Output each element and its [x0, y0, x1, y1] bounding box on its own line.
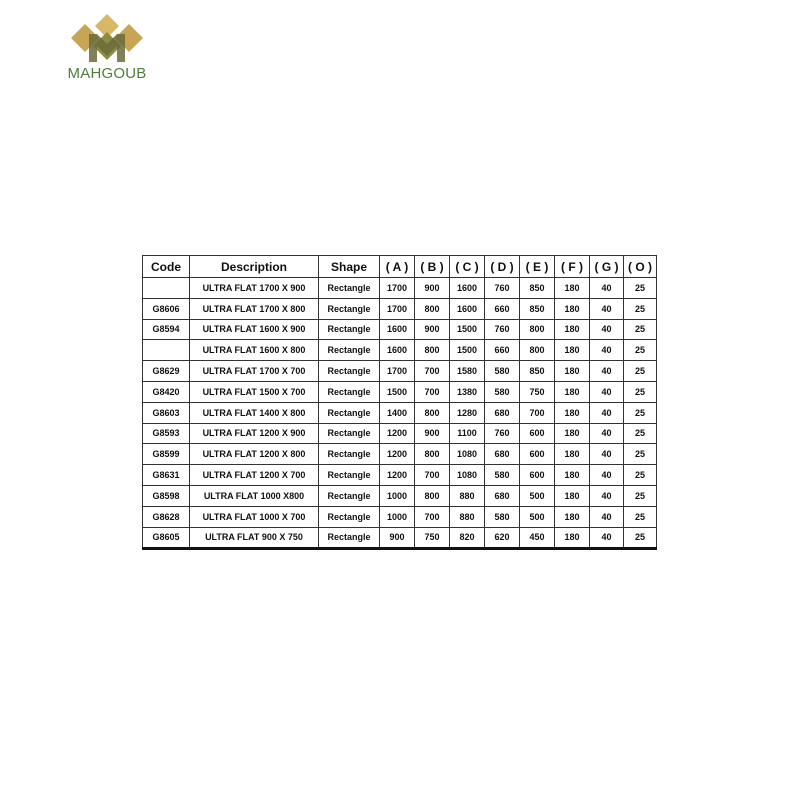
cell-dim-f: 180: [555, 278, 590, 299]
column-header-dim-f: ( F ): [555, 256, 590, 278]
cell-description: ULTRA FLAT 1600 X 900: [190, 319, 319, 340]
cell-dim-a: 1000: [380, 506, 415, 527]
cell-dim-o: 25: [624, 423, 657, 444]
cell-shape: Rectangle: [319, 465, 380, 486]
column-header-shape: Shape: [319, 256, 380, 278]
cell-shape: Rectangle: [319, 278, 380, 299]
cell-dim-a: 1200: [380, 444, 415, 465]
cell-dim-c: 1600: [450, 298, 485, 319]
cell-dim-d: 760: [485, 319, 520, 340]
cell-dim-o: 25: [624, 402, 657, 423]
cell-dim-b: 700: [415, 361, 450, 382]
cell-code: G8598: [143, 485, 190, 506]
cell-dim-c: 1080: [450, 465, 485, 486]
table-row: [143, 381, 657, 402]
table-row: [143, 298, 657, 319]
cell-dim-c: 1500: [450, 340, 485, 361]
cell-dim-f: 180: [555, 361, 590, 382]
cell-dim-b: 700: [415, 381, 450, 402]
cell-description: ULTRA FLAT 1000 X 700: [190, 506, 319, 527]
cell-dim-b: 900: [415, 319, 450, 340]
table-row: [143, 361, 657, 382]
cell-dim-b: 800: [415, 298, 450, 319]
cell-dim-b: 700: [415, 506, 450, 527]
cell-shape: Rectangle: [319, 319, 380, 340]
cell-dim-o: 25: [624, 278, 657, 299]
cell-dim-d: 760: [485, 278, 520, 299]
cell-code: G8629: [143, 361, 190, 382]
cell-dim-o: 25: [624, 506, 657, 527]
cell-dim-c: 1100: [450, 423, 485, 444]
cell-dim-g: 40: [590, 381, 624, 402]
cell-dim-e: 600: [520, 423, 555, 444]
cell-code: G8603: [143, 402, 190, 423]
cell-dim-b: 900: [415, 423, 450, 444]
column-header-dim-o: ( O ): [624, 256, 657, 278]
cell-shape: Rectangle: [319, 361, 380, 382]
cell-description: ULTRA FLAT 1500 X 700: [190, 381, 319, 402]
cell-dim-a: 1700: [380, 361, 415, 382]
cell-shape: Rectangle: [319, 506, 380, 527]
cell-dim-e: 750: [520, 381, 555, 402]
cell-dim-g: 40: [590, 319, 624, 340]
cell-dim-b: 800: [415, 340, 450, 361]
brand-name: MAHGOUB: [67, 65, 147, 82]
cell-dim-c: 880: [450, 485, 485, 506]
cell-dim-b: 800: [415, 402, 450, 423]
cell-dim-o: 25: [624, 340, 657, 361]
cell-shape: Rectangle: [319, 423, 380, 444]
cell-shape: Rectangle: [319, 340, 380, 361]
cell-dim-a: 1000: [380, 485, 415, 506]
column-header-dim-a: ( A ): [380, 256, 415, 278]
cell-dim-c: 1600: [450, 278, 485, 299]
cell-dim-a: 1400: [380, 402, 415, 423]
cell-shape: Rectangle: [319, 444, 380, 465]
cell-dim-o: 25: [624, 381, 657, 402]
cell-dim-e: 450: [520, 527, 555, 549]
cell-dim-g: 40: [590, 485, 624, 506]
cell-dim-e: 800: [520, 340, 555, 361]
cell-dim-a: 1200: [380, 465, 415, 486]
column-header-description: Description: [190, 256, 319, 278]
table-row: [143, 444, 657, 465]
cell-dim-g: 40: [590, 527, 624, 549]
cell-dim-c: 1500: [450, 319, 485, 340]
cell-dim-b: 700: [415, 465, 450, 486]
column-header-dim-d: ( D ): [485, 256, 520, 278]
cell-shape: Rectangle: [319, 298, 380, 319]
cell-dim-f: 180: [555, 423, 590, 444]
cell-dim-d: 620: [485, 527, 520, 549]
cell-dim-d: 580: [485, 506, 520, 527]
cell-dim-a: 1500: [380, 381, 415, 402]
cell-code: G8594: [143, 319, 190, 340]
cell-description: ULTRA FLAT 1200 X 700: [190, 465, 319, 486]
cell-dim-e: 600: [520, 444, 555, 465]
cell-dim-c: 1580: [450, 361, 485, 382]
cell-dim-a: 1600: [380, 340, 415, 361]
cell-dim-e: 600: [520, 465, 555, 486]
cell-dim-a: 900: [380, 527, 415, 549]
cell-dim-b: 800: [415, 485, 450, 506]
product-spec-table: [142, 255, 657, 550]
cell-dim-f: 180: [555, 298, 590, 319]
cell-dim-g: 40: [590, 361, 624, 382]
cell-dim-f: 180: [555, 381, 590, 402]
cell-dim-a: 1200: [380, 423, 415, 444]
cell-dim-o: 25: [624, 444, 657, 465]
cell-dim-d: 580: [485, 465, 520, 486]
table-row: [143, 527, 657, 549]
table-row: [143, 485, 657, 506]
cell-dim-f: 180: [555, 319, 590, 340]
table-body: [143, 278, 657, 549]
cell-dim-e: 700: [520, 402, 555, 423]
cell-dim-c: 1280: [450, 402, 485, 423]
cell-dim-g: 40: [590, 340, 624, 361]
cell-dim-c: 820: [450, 527, 485, 549]
cell-dim-d: 760: [485, 423, 520, 444]
column-header-dim-e: ( E ): [520, 256, 555, 278]
cell-dim-f: 180: [555, 527, 590, 549]
cell-dim-f: 180: [555, 485, 590, 506]
cell-dim-e: 500: [520, 506, 555, 527]
cell-dim-c: 1080: [450, 444, 485, 465]
cell-dim-g: 40: [590, 423, 624, 444]
table-row: [143, 319, 657, 340]
cell-dim-o: 25: [624, 319, 657, 340]
cell-dim-o: 25: [624, 527, 657, 549]
cell-dim-f: 180: [555, 444, 590, 465]
cell-shape: Rectangle: [319, 402, 380, 423]
cell-dim-d: 580: [485, 361, 520, 382]
cell-description: ULTRA FLAT 1200 X 800: [190, 444, 319, 465]
cell-description: ULTRA FLAT 1700 X 800: [190, 298, 319, 319]
column-header-dim-c: ( C ): [450, 256, 485, 278]
cell-code: G8631: [143, 465, 190, 486]
cell-dim-g: 40: [590, 444, 624, 465]
cell-dim-c: 880: [450, 506, 485, 527]
cell-dim-o: 25: [624, 361, 657, 382]
cell-code: G8420: [143, 381, 190, 402]
cell-dim-a: 1700: [380, 298, 415, 319]
cell-dim-f: 180: [555, 506, 590, 527]
cell-dim-e: 850: [520, 298, 555, 319]
header-row: [143, 256, 657, 278]
cell-code: [143, 340, 190, 361]
cell-description: ULTRA FLAT 1000 X800: [190, 485, 319, 506]
cell-dim-g: 40: [590, 465, 624, 486]
cell-dim-o: 25: [624, 465, 657, 486]
table-row: [143, 340, 657, 361]
cell-dim-g: 40: [590, 402, 624, 423]
column-header-dim-g: ( G ): [590, 256, 624, 278]
cell-description: ULTRA FLAT 1400 X 800: [190, 402, 319, 423]
table-row: [143, 423, 657, 444]
cell-code: G8605: [143, 527, 190, 549]
cell-dim-d: 660: [485, 298, 520, 319]
cell-dim-d: 680: [485, 485, 520, 506]
cell-dim-g: 40: [590, 278, 624, 299]
cell-description: ULTRA FLAT 1700 X 700: [190, 361, 319, 382]
cell-description: ULTRA FLAT 1700 X 900: [190, 278, 319, 299]
table-header: [143, 256, 657, 278]
cell-dim-e: 850: [520, 278, 555, 299]
cell-dim-d: 660: [485, 340, 520, 361]
cell-code: G8606: [143, 298, 190, 319]
table-row: [143, 402, 657, 423]
cell-dim-b: 750: [415, 527, 450, 549]
cell-dim-e: 850: [520, 361, 555, 382]
cell-dim-o: 25: [624, 485, 657, 506]
cell-dim-e: 500: [520, 485, 555, 506]
cell-dim-b: 800: [415, 444, 450, 465]
cell-dim-d: 580: [485, 381, 520, 402]
cell-dim-b: 900: [415, 278, 450, 299]
cell-dim-f: 180: [555, 340, 590, 361]
cell-description: ULTRA FLAT 900 X 750: [190, 527, 319, 549]
cell-description: ULTRA FLAT 1200 X 900: [190, 423, 319, 444]
cell-dim-d: 680: [485, 402, 520, 423]
cell-dim-g: 40: [590, 506, 624, 527]
table-row: [143, 278, 657, 299]
column-header-code: Code: [143, 256, 190, 278]
cell-code: G8593: [143, 423, 190, 444]
table-row: [143, 506, 657, 527]
cell-dim-f: 180: [555, 402, 590, 423]
cell-dim-o: 25: [624, 298, 657, 319]
cell-dim-a: 1600: [380, 319, 415, 340]
cell-shape: Rectangle: [319, 381, 380, 402]
cell-shape: Rectangle: [319, 485, 380, 506]
cell-description: ULTRA FLAT 1600 X 800: [190, 340, 319, 361]
cell-code: G8599: [143, 444, 190, 465]
cell-code: G8628: [143, 506, 190, 527]
mahgoub-logo-icon: [71, 12, 143, 64]
cell-dim-d: 680: [485, 444, 520, 465]
cell-dim-c: 1380: [450, 381, 485, 402]
cell-code: [143, 278, 190, 299]
cell-dim-a: 1700: [380, 278, 415, 299]
cell-dim-f: 180: [555, 465, 590, 486]
table-row: [143, 465, 657, 486]
cell-dim-g: 40: [590, 298, 624, 319]
cell-shape: Rectangle: [319, 527, 380, 549]
brand-logo[interactable]: [52, 12, 162, 82]
column-header-dim-b: ( B ): [415, 256, 450, 278]
cell-dim-e: 800: [520, 319, 555, 340]
